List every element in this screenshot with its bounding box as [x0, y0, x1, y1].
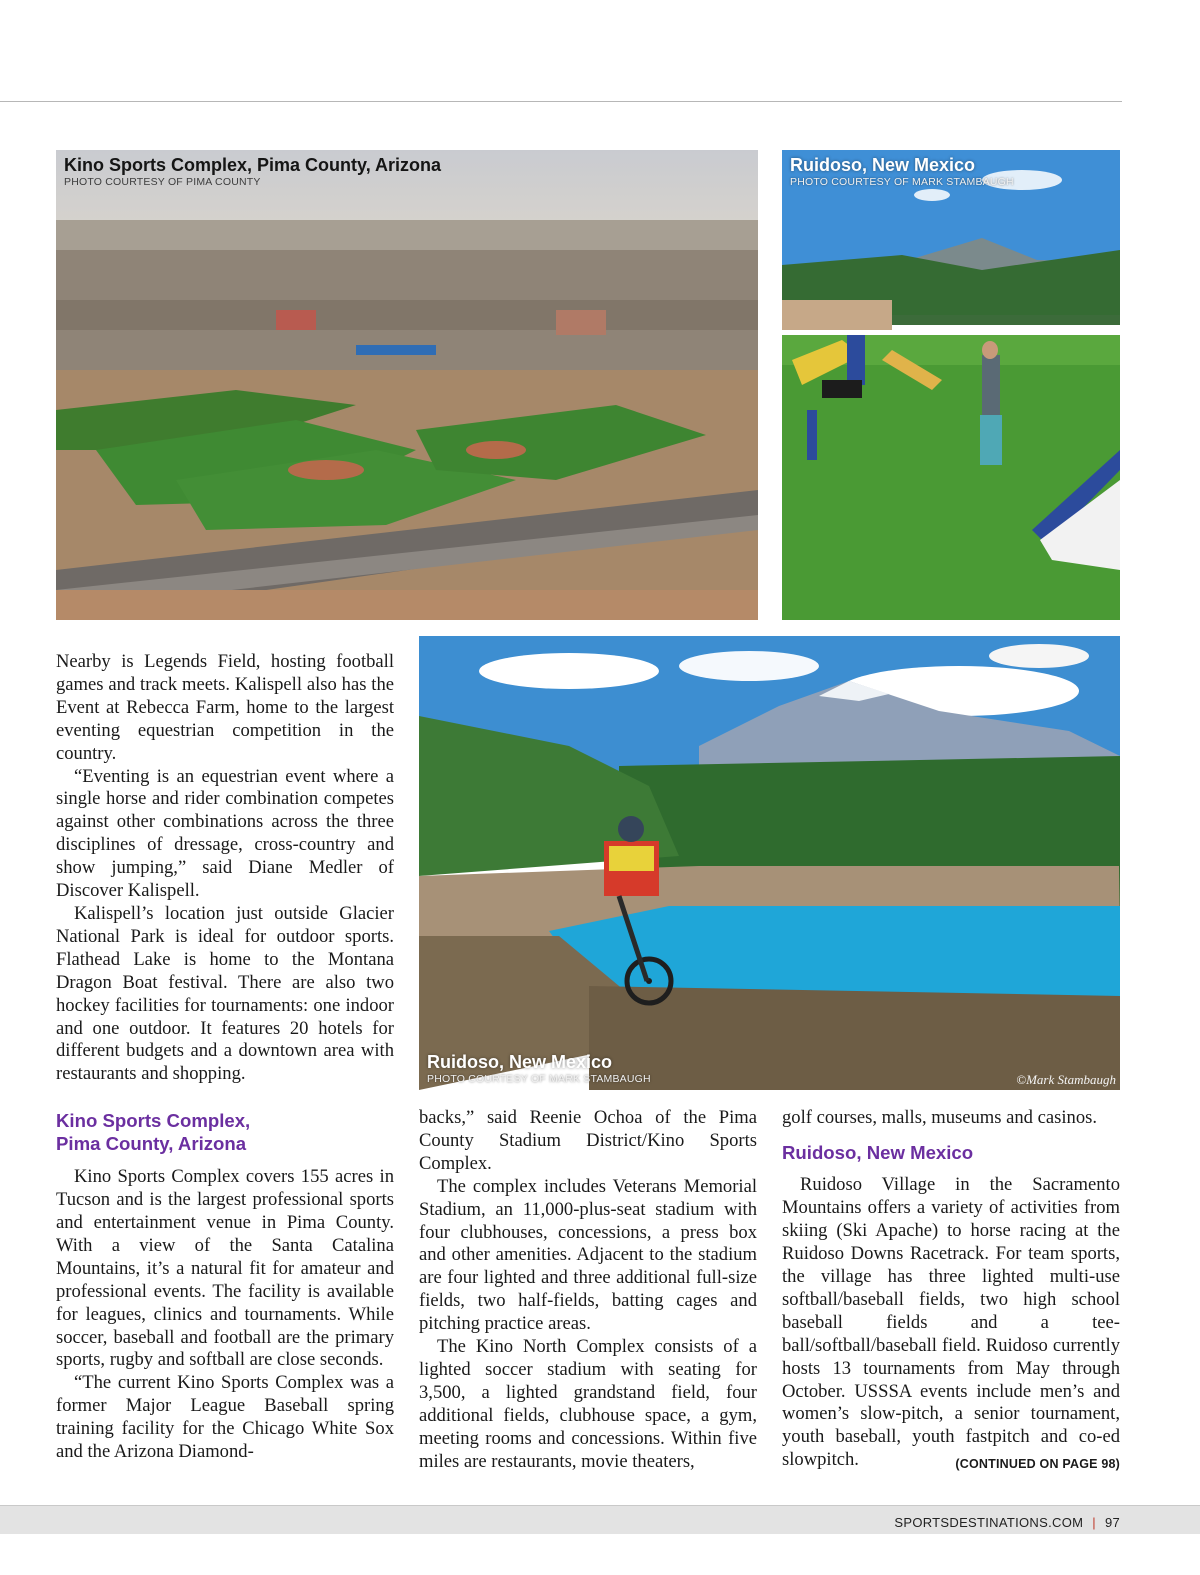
kino-photo-caption [64, 154, 441, 189]
ruidoso-agility-illustration [782, 150, 1120, 620]
section-heading-kino-line1: Kino Sports Complex, [56, 1110, 251, 1132]
article-paragraph: The Kino North Complex consists of a lighted soccer stadium with seating for 3,500, a lighted grandstand field, four additional fields, clubhouse space, a gym, meeting rooms and concessions. Within five miles are restaurants, movie theaters, [419, 1336, 757, 1472]
article-paragraph: The complex includes Veterans Memorial Stadium, an 11,000-plus-seat stadium with four clubhouses, concessions, a press box and other amenities. Adjacent to the stadium are four lighted and three additional full-size fields, two half-fields, batting cages and pitching practice areas. [419, 1175, 757, 1335]
ruidoso-agility-caption [790, 154, 1014, 189]
article-paragraph: Kalispell’s location just outside Glacier National Park is ideal for outdoor sports. Flathead Lake is home to the Montana Dragon Boat festival. There are also two hockey facilities for tournaments: one indoor and one outdoor. It features 20 hotels for different budgets and a downtown area with restaurants and shopping. [56, 902, 394, 1085]
article-paragraph [782, 1174, 1120, 1472]
article-paragraph: “The current Kino Sports Complex was a former Major League Baseball spring training facility for the Chicago White Sox and the Arizona Diamond- [56, 1372, 394, 1463]
article-paragraph: golf courses, malls, museums and casinos. [782, 1107, 1098, 1128]
ruidoso-bike-illustration [419, 636, 1120, 1090]
ruidoso-bike-caption [427, 1051, 651, 1086]
kino-photo-title: Kino Sports Complex, Pima County, Arizona [64, 155, 442, 175]
ruidoso-paragraph-text: Ruidoso Village in the Sacramento Mountains offers a variety of activities from skiing (Ski Apache) to horse racing at the Ruidoso Downs Racetrack. For team sports, the village has three lighted multi-use softball/baseball fields, two high school baseball fields and a tee-ball/softball/baseball field. Ruidoso currently hosts 13 tournaments from May through October. USSSA events include men’s and women’s slow-pitch, a senior tournament, youth baseball, youth fastpitch and co-ed slowpitch. [782, 1174, 1120, 1471]
ruidoso-agility-credit: PHOTO COURTESY OF MARK STAMBAUGH [790, 176, 1014, 188]
article-paragraph: “Eventing is an equestrian event where a single horse and rider combination competes against other combinations across the three disciplines of dressage, cross-country and show jumping,” said Diane Medler of Discover Kalispell. [56, 765, 394, 902]
page-footer [894, 1515, 1120, 1530]
kino-aerial-illustration [56, 150, 758, 620]
footer-separator: | [1092, 1515, 1096, 1530]
ruidoso-agility-photo [782, 150, 1120, 620]
article-paragraph: Nearby is Legends Field, hosting football games and track meets. Kalispell also has the Event at Rebecca Farm, home to the largest eventing equestrian competition in the country. [56, 651, 394, 764]
kino-aerial-photo [56, 150, 758, 620]
article-paragraph: backs,” said Reenie Ochoa of the Pima County Stadium District/Kino Sports Complex. [419, 1107, 757, 1174]
top-rule [0, 101, 1122, 102]
ruidoso-bike-credit: PHOTO COURTESY OF MARK STAMBAUGH [427, 1073, 651, 1085]
article-column-1 [56, 651, 394, 1464]
continued-notice: (CONTINUED ON PAGE 98) [955, 1457, 1120, 1472]
article-column-3 [782, 1107, 1120, 1476]
article-paragraph: Kino Sports Complex covers 155 acres in Tucson and is the largest professional sports and entertainment venue in Pima County. With a view of the Santa Catalina Mountains, it’s a natural fit for amateur and professional events. The facility is available for leagues, clinics and tournaments. While soccer, baseball and football are the primary sports, rugby and softball are close seconds. [56, 1166, 394, 1371]
section-heading-kino-line2: Pima County, Arizona [56, 1132, 247, 1154]
section-heading-kino [56, 1110, 394, 1155]
footer-site: SPORTSDESTINATIONS.COM [894, 1515, 1084, 1530]
ruidoso-agility-title: Ruidoso, New Mexico [790, 155, 976, 175]
kino-photo-credit: PHOTO COURTESY OF PIMA COUNTY [64, 176, 261, 188]
ruidoso-bike-title: Ruidoso, New Mexico [427, 1052, 613, 1072]
section-heading-ruidoso: Ruidoso, New Mexico [782, 1141, 974, 1163]
ruidoso-bike-photo [419, 636, 1120, 1090]
page-number: 97 [1104, 1515, 1120, 1530]
photographer-watermark: ©Mark Stambaugh [1016, 1072, 1116, 1087]
article-column-2 [419, 1107, 757, 1474]
